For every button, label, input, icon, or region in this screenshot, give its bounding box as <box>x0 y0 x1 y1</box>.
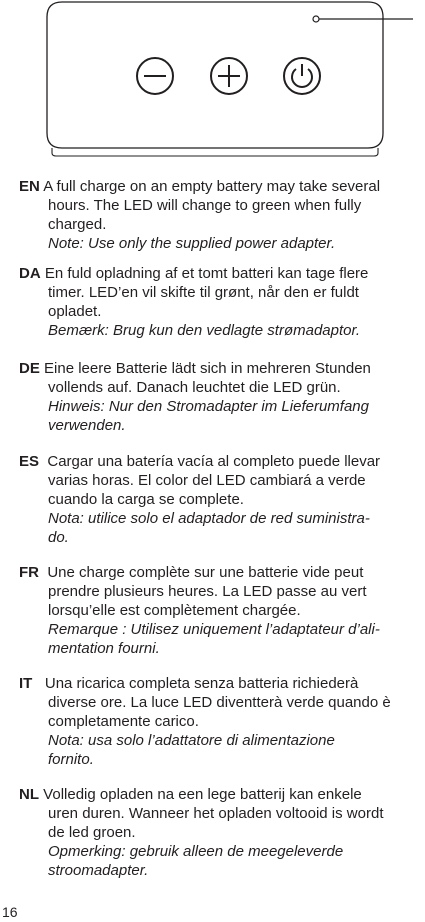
body-text: A full charge on an empty battery may take several <box>43 178 381 195</box>
body-text: En fuld opladning af et tomt batteri kan tage flere <box>44 265 369 282</box>
plus-icon <box>218 65 240 87</box>
plus-button <box>211 58 247 94</box>
body-text: de led groen. <box>48 824 136 841</box>
body-text: charged. <box>48 216 107 233</box>
note-text: Remarque : Utilisez uniquement l’adaptateur d’ali- <box>48 621 380 638</box>
body-text: Una ricarica completa senza batteria richiederà <box>44 675 359 692</box>
lang-block-it <box>19 674 419 769</box>
lang-code: IT <box>19 675 33 692</box>
body-text: diverse ore. La luce LED diventterà verde quando è <box>48 694 391 711</box>
body-text: prendre plusieurs heures. La LED passe au vert <box>48 583 367 600</box>
body-text: vollends auf. Danach leuchtet die LED grün. <box>48 379 341 396</box>
device-base <box>52 148 378 156</box>
body-text: lorsqu’elle est complètement chargée. <box>48 602 301 619</box>
lang-code: NL <box>19 786 39 803</box>
note-text: Opmerking: gebruik alleen de meegeleverde <box>48 843 344 860</box>
note-text: Bemærk: Brug kun den vedlagte strømadaptor. <box>48 322 361 339</box>
minus-button <box>137 58 173 94</box>
note-text: verwenden. <box>48 417 126 434</box>
lang-block-de <box>19 359 419 435</box>
note-text: Nota: usa solo l’adattatore di alimentazione <box>48 732 335 749</box>
body-text: timer. LED’en vil skifte til grønt, når den er fuldt <box>48 284 359 301</box>
lang-block-es <box>19 452 419 547</box>
note-text: do. <box>48 529 69 546</box>
body-text: Eine leere Batterie lädt sich in mehreren Stunden <box>44 360 371 377</box>
note-text: Nota: utilice solo el adaptador de red suministra- <box>48 510 370 527</box>
power-icon <box>292 64 312 87</box>
lang-code: DE <box>19 360 40 377</box>
body-text: uren duren. Wanneer het opladen voltooid is wordt <box>48 805 384 822</box>
body-text: completamente carico. <box>48 713 199 730</box>
note-text: stroomadapter. <box>48 862 149 879</box>
lang-code: EN <box>19 178 40 195</box>
body-text: Volledig opladen na een lege batterij kan enkele <box>43 786 362 803</box>
power-button <box>284 58 320 94</box>
body-text: hours. The LED will change to green when fully <box>48 197 362 214</box>
lang-code: DA <box>19 265 41 282</box>
lang-block-en <box>19 177 419 253</box>
device-drawing <box>0 0 425 160</box>
body-text: cuando la carga se complete. <box>48 491 244 508</box>
led-indicator <box>313 16 319 22</box>
lang-block-nl <box>19 785 419 880</box>
lang-block-da <box>19 264 419 340</box>
lang-block-fr <box>19 563 419 658</box>
lang-code: FR <box>19 564 39 581</box>
lang-code: ES <box>19 453 40 470</box>
note-text: Note: Use only the supplied power adapter. <box>48 235 336 252</box>
body-text: opladet. <box>48 303 102 320</box>
body-text: Une charge complète sur une batterie vide peut <box>47 564 364 581</box>
note-text: fornito. <box>48 751 94 768</box>
body-text: Cargar una batería vacía al completo puede llevar <box>47 453 381 470</box>
page-number: 16 <box>2 904 18 920</box>
device-body <box>47 2 383 148</box>
body-text: varias horas. El color del LED cambiará a verde <box>48 472 366 489</box>
note-text: mentation fourni. <box>48 640 160 657</box>
note-text: Hinweis: Nur den Stromadapter im Lieferumfang <box>48 398 369 415</box>
device-illustration <box>0 0 425 160</box>
